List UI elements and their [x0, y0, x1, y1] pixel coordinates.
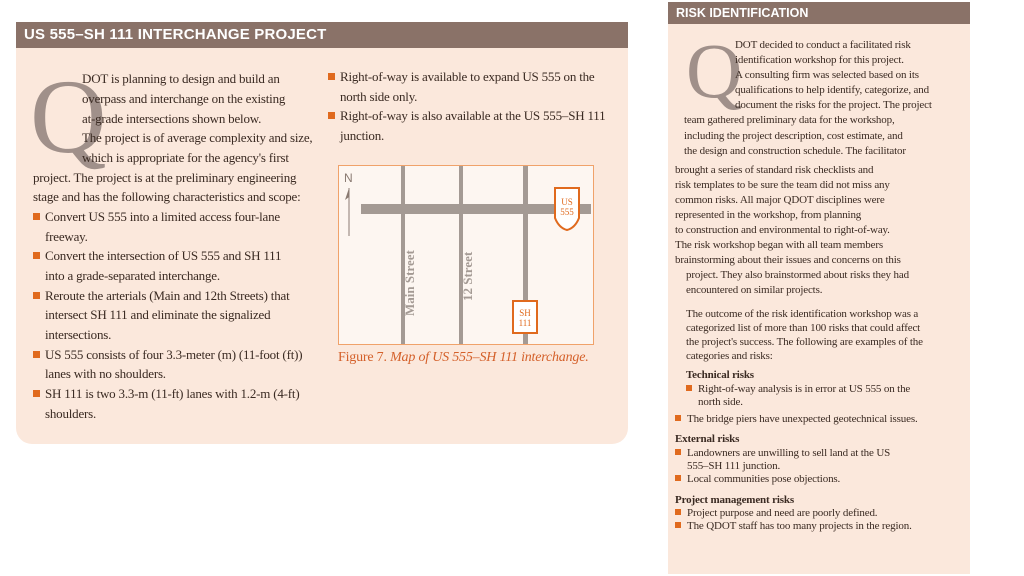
list-item: Landowners are unwilling to sell land at the US	[675, 447, 890, 459]
drop-cap: Q	[30, 58, 107, 175]
text-line: common risks. All major QDOT disciplines were	[675, 194, 885, 206]
list-item: Local communities pose objections.	[675, 473, 840, 485]
list-item-cont: shoulders.	[45, 406, 97, 421]
list-item-cont: lanes with no shoulders.	[45, 366, 166, 381]
figure-caption: Figure 7. Map of US 555–SH 111 interchange.	[338, 350, 589, 365]
text-line: The risk workshop began with all team members	[675, 239, 884, 251]
technical-risks-heading: Technical risks	[686, 369, 754, 381]
list-item: The bridge piers have unexpected geotechnical issues.	[675, 413, 918, 425]
bullet-icon	[675, 522, 681, 528]
text-line: The project is of average complexity and size,	[82, 130, 313, 145]
bullet-icon	[328, 73, 335, 80]
list-item-cont: intersect SH 111 and eliminate the signalized	[45, 307, 271, 322]
sh-shield-text: SH	[519, 308, 531, 318]
text-line: team gathered preliminary data for the workshop,	[684, 114, 895, 126]
list-item: Convert US 555 into a limited access four-lane	[33, 207, 280, 227]
text-line: overpass and interchange on the existing	[82, 91, 286, 106]
bullet-icon	[675, 415, 681, 421]
list-item-cont: into a grade-separated interchange.	[45, 268, 220, 283]
sh-shield-number: 111	[518, 318, 532, 328]
list-item: The QDOT staff has too many projects in the region.	[675, 520, 912, 532]
interchange-map	[338, 165, 594, 345]
text-line: DOT decided to conduct a facilitated risk	[735, 39, 911, 51]
drop-cap: Q	[686, 27, 743, 114]
bullet-icon	[328, 112, 335, 119]
text-line: categories and risks:	[686, 350, 773, 362]
list-item: SH 111 is two 3.3-m (11-ft) lanes with 1.2-m (4-ft)	[33, 384, 299, 404]
bullet-icon	[33, 252, 40, 259]
list-item-cont: north side only.	[340, 89, 418, 104]
list-item: Convert the intersection of US 555 and SH 111	[33, 246, 281, 266]
text-line: document the risks for the project. The project	[735, 99, 932, 111]
interchange-project-panel	[16, 22, 628, 444]
main-street-label: Main Street	[402, 250, 417, 316]
text-line: DOT is planning to design and build an	[82, 71, 280, 86]
text-line: the project's success. The following are examples of the	[686, 336, 923, 348]
bullet-icon	[675, 475, 681, 481]
text-line: at-grade intersections shown below.	[82, 111, 262, 126]
bullet-icon	[33, 390, 40, 397]
panel-title: RISK IDENTIFICATION	[668, 2, 970, 24]
us-shield-text: US	[561, 197, 573, 207]
list-item: Project purpose and need are poorly defined.	[675, 507, 877, 519]
list-item-cont: 555–SH 111 junction.	[687, 460, 781, 472]
risk-identification-panel	[668, 2, 970, 574]
text-line: represented in the workshop, from planning	[675, 209, 862, 221]
text-line: qualifications to help identify, categorize, and	[735, 84, 929, 96]
text-line: brainstorming about their issues and concerns on this	[675, 254, 901, 266]
map-drawing	[339, 166, 593, 344]
bullet-icon	[33, 213, 40, 220]
panel-title: US 555–SH 111 INTERCHANGE PROJECT	[16, 22, 628, 48]
list-item: Reroute the arterials (Main and 12th Streets) that	[33, 286, 290, 306]
bullet-icon	[675, 449, 681, 455]
text-line: including the project description, cost estimate, and	[684, 130, 903, 142]
list-item: Right-of-way is available to expand US 555 on the	[328, 67, 594, 87]
list-item-cont: freeway.	[45, 229, 88, 244]
us-shield-number: 555	[560, 207, 574, 217]
bullet-icon	[686, 385, 692, 391]
text-line: to construction and environmental to right-of-way.	[675, 224, 890, 236]
list-item-cont: north side.	[698, 396, 743, 408]
list-item: Right-of-way analysis is in error at US 555 on the	[686, 383, 910, 395]
bullet-icon	[33, 351, 40, 358]
text-line: the design and construction schedule. The facilitator	[684, 145, 906, 157]
list-item: US 555 consists of four 3.3-meter (m) (11-foot (ft))	[33, 345, 302, 365]
text-line: encountered on similar projects.	[686, 284, 823, 296]
text-line: which is appropriate for the agency's first	[82, 150, 289, 165]
text-line: A consulting firm was selected based on its	[735, 69, 919, 81]
text-line: brought a series of standard risk checklists and	[675, 164, 874, 176]
twelfth-street-label: 12 Street	[460, 251, 475, 301]
text-line: The outcome of the risk identification workshop was a	[686, 308, 919, 320]
text-line: stage and has the following characteristics and scope:	[33, 189, 301, 204]
bullet-icon	[675, 509, 681, 515]
text-line: project. The project is at the preliminary engineering	[33, 170, 297, 185]
external-risks-heading: External risks	[675, 433, 740, 445]
text-line: risk templates to be sure the team did not miss any	[675, 179, 890, 191]
bullet-icon	[33, 292, 40, 299]
text-line: identification workshop for this project.	[735, 54, 904, 66]
project-management-risks-heading: Project management risks	[675, 494, 795, 506]
north-arrow-icon	[345, 188, 349, 200]
text-line: categorized list of more than 100 risks that could affect	[686, 322, 921, 334]
north-label: N	[344, 171, 353, 185]
text-line: project. They also brainstormed about risks they had	[686, 269, 909, 281]
list-item-cont: intersections.	[45, 327, 112, 342]
list-item: Right-of-way is also available at the US 555–SH 111	[328, 106, 605, 126]
list-item-cont: junction.	[340, 128, 385, 143]
